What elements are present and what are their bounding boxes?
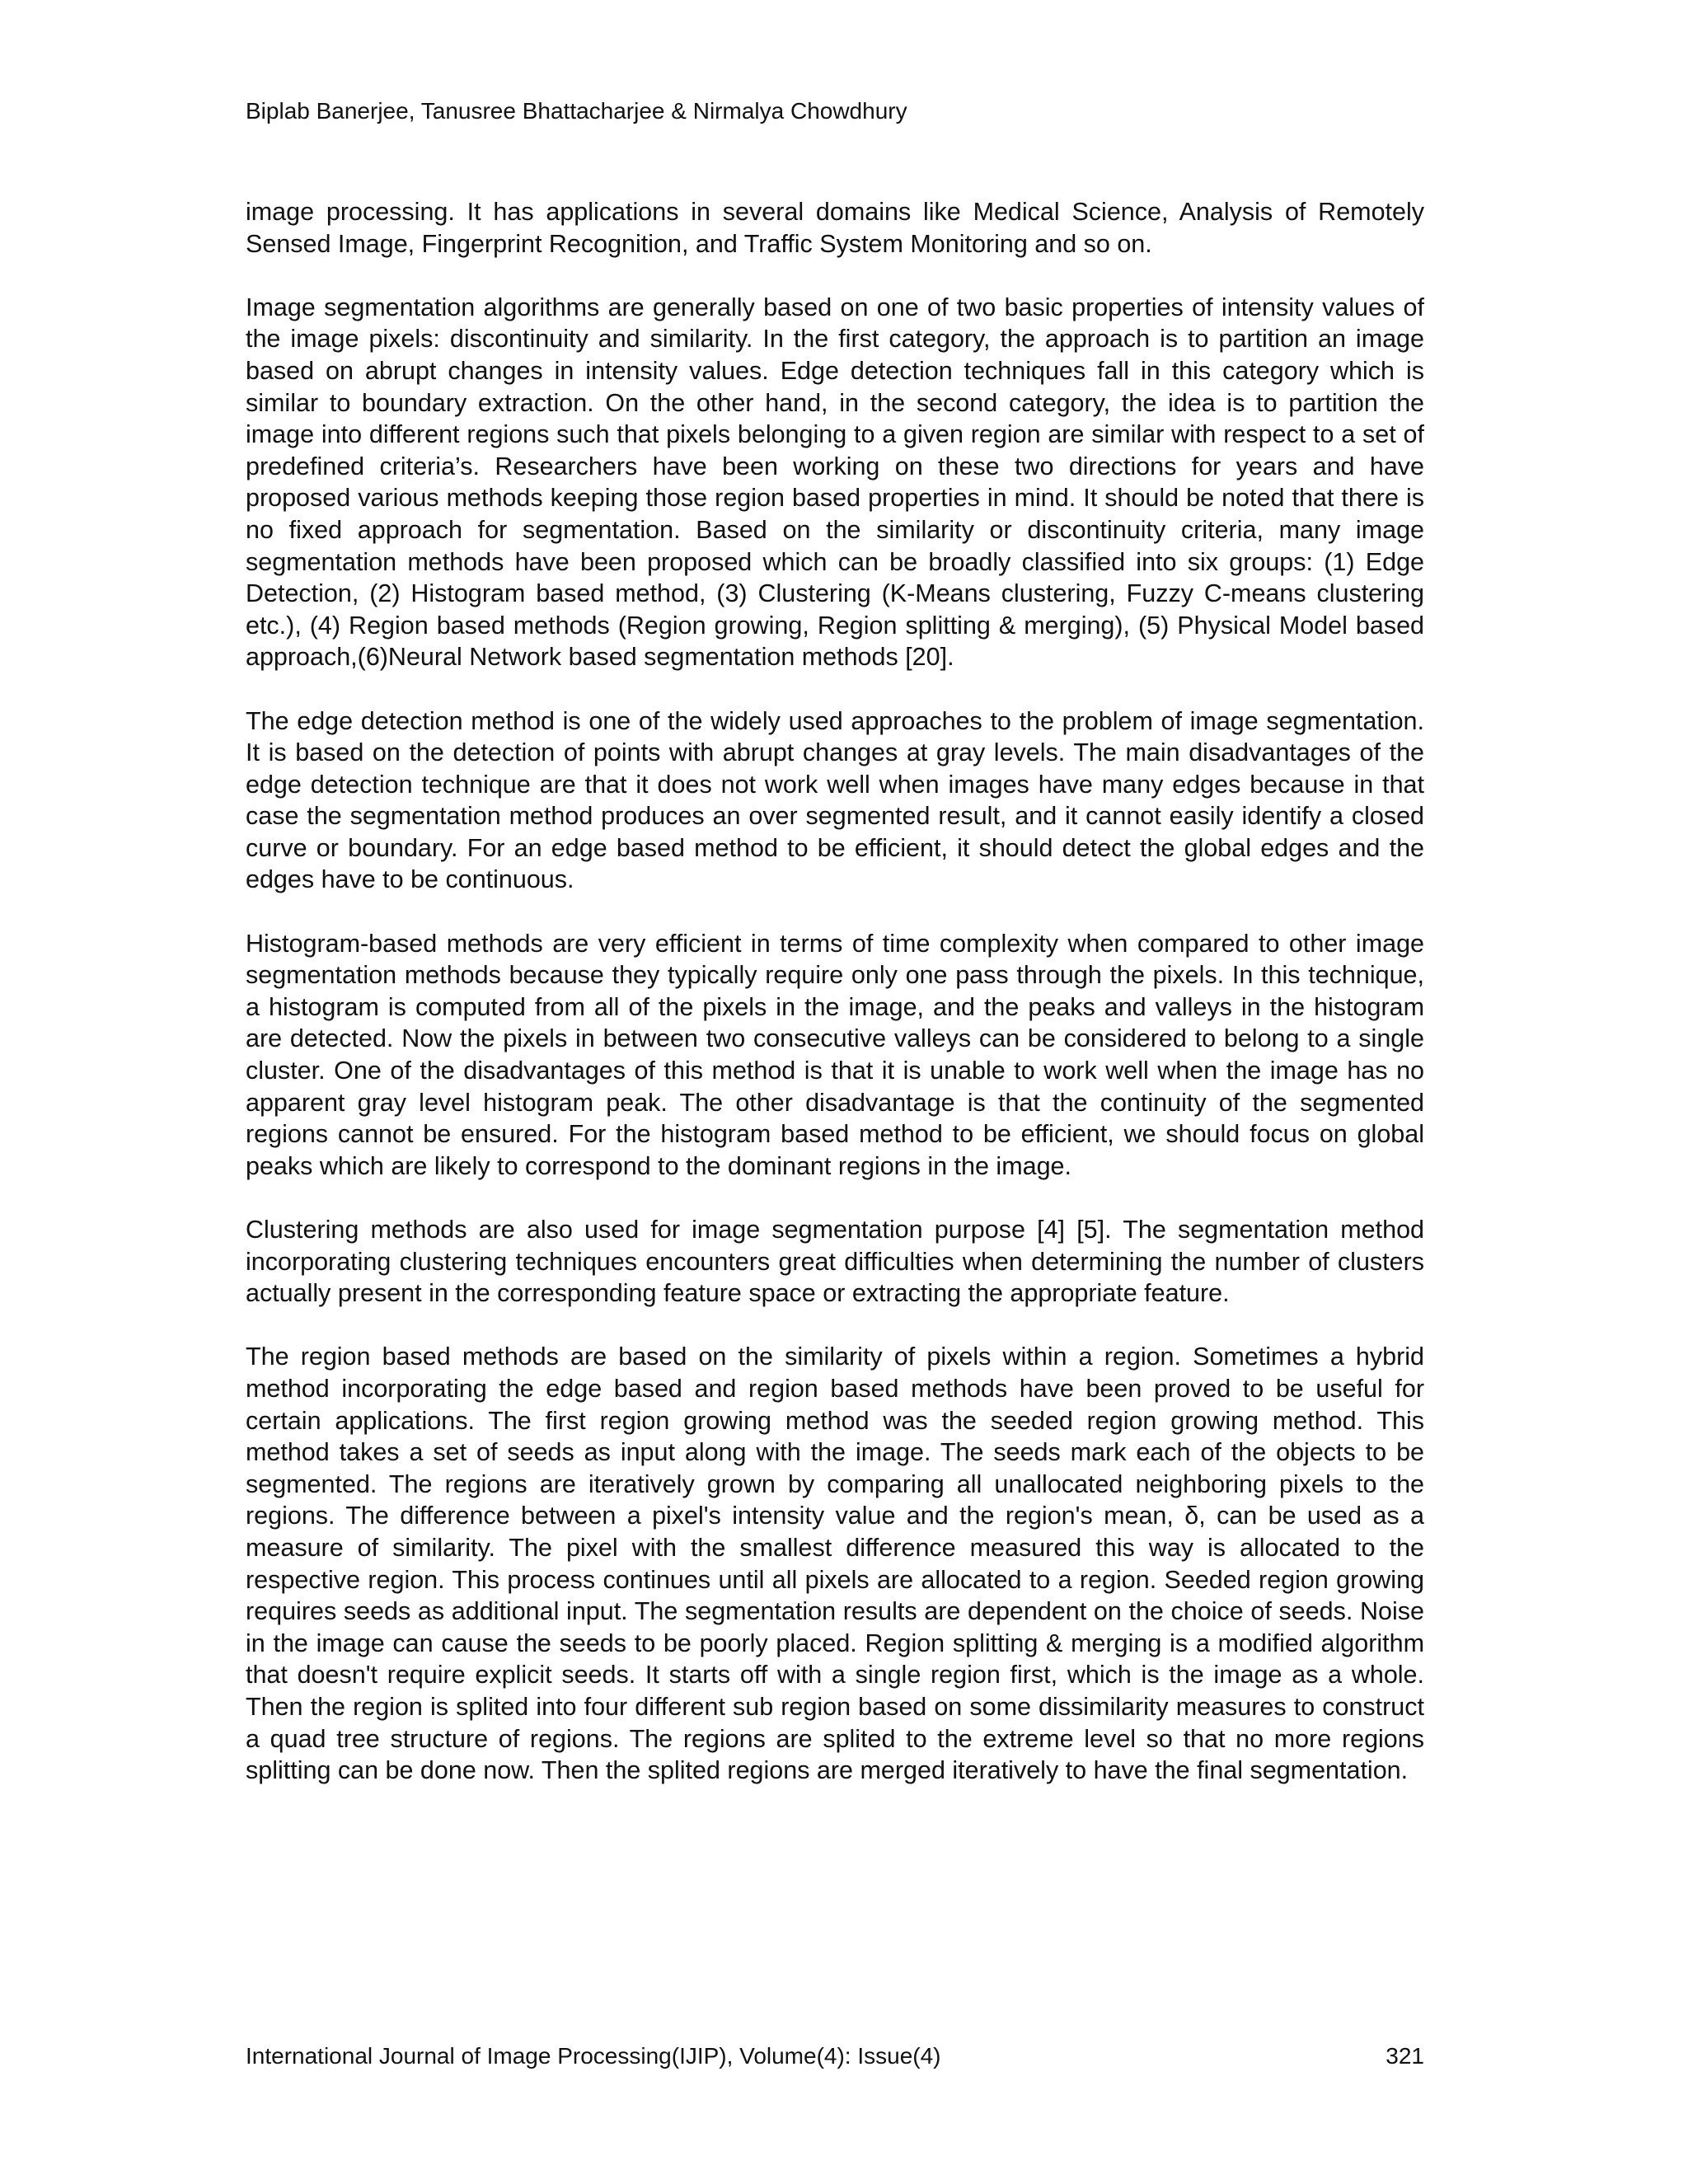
footer-page-number: 321 [1386, 2043, 1424, 2069]
running-header: Biplab Banerjee, Tanusree Bhattacharjee & Nirmalya Chowdhury [246, 98, 907, 124]
paragraph-clustering-methods: Clustering methods are also used for image segmentation purpose [4] [5]. The segmentation method incorporating clustering techniques encounters great difficulties when determining the number of clusters actually present in the corresponding feature space or extracting the appropriate feature. [246, 1216, 1424, 1308]
footer-journal-name: International Journal of Image Processing(IJIP), Volume(4): Issue(4) [246, 2043, 941, 2069]
paragraph-edge-detection: The edge detection method is one of the widely used approaches to the problem of image segmentation. It is based on the detection of points with abrupt changes at gray levels. The main disadvantages of the edge detection technique are that it does not work well when images have many edges because in that case the segmentation method produces an over segmented result, and it cannot easily identify a closed curve or boundary. For an edge based method to be efficient, it should detect the global edges and the edges have to be continuous. [246, 706, 1424, 894]
body-text [246, 196, 1424, 1818]
paragraph-histogram-methods: Histogram-based methods are very efficient in terms of time complexity when compared to other image segmentation methods because they typically require only one pass through the pixels. In this technique, a histogram is computed from all of the pixels in the image, and the peaks and valleys in the histogram are detected. Now the pixels in between two consecutive valleys can be considered to belong to a single cluster. One of the disadvantages of this method is that it is unable to work well when the image has no apparent gray level histogram peak. The other disadvantage is that the continuity of the segmented regions cannot be ensured. For the histogram based method to be efficient, we should focus on global peaks which are likely to correspond to the dominant regions in the image. [246, 929, 1424, 1180]
paragraph-region-based-methods: The region based methods are based on the similarity of pixels within a region. Sometimes a hybrid method incorporating the edge based and region based methods have been proved to be useful for certain applications. The first region growing method was the seeded region growing method. This method takes a set of seeds as input along with the image. The seeds mark each of the objects to be segmented. The regions are iteratively grown by comparing all unallocated neighboring pixels to the regions. The difference between a pixel's intensity value and the region's mean, δ, can be used as a measure of similarity. The pixel with the smallest difference measured this way is allocated to the respective region. This process continues until all pixels are allocated to a region. Seeded region growing requires seeds as additional input. The segmentation results are dependent on the choice of seeds. Noise in the image can cause the seeds to be poorly placed. Region splitting & merging is a modified algorithm that doesn't require explicit seeds. It starts off with a single region first, which is the image as a whole. Then the region is splited into four different sub region based on some dissimilarity measures to construct a quad tree structure of regions. The regions are splited to the extreme level so that no more regions splitting can be done now. Then the splited regions are merged iteratively to have the final segmentation. [246, 1343, 1424, 1785]
paragraph-intro-continuation: image processing. It has applications in several domains like Medical Science, Analysis of Remotely Sensed Image, Fingerprint Recognition, and Traffic System Monitoring and so on. [246, 198, 1424, 258]
paragraph-segmentation-overview: Image segmentation algorithms are generally based on one of two basic properties of intensity values of the image pixels: discontinuity and similarity. In the first category, the approach is to partition an image based on abrupt changes in intensity values. Edge detection techniques fall in this category which is similar to boundary extraction. On the other hand, in the second category, the idea is to partition the image into different regions such that pixels belonging to a given region are similar with respect to a set of predefined criteria’s. Researchers have been working on these two directions for years and have proposed various methods keeping those region based properties in mind. It should be noted that there is no fixed approach for segmentation. Based on the similarity or discontinuity criteria, many image segmentation methods have been proposed which can be broadly classified into six groups: (1) Edge Detection, (2) Histogram based method, (3) Clustering (K-Means clustering, Fuzzy C-means clustering etc.), (4) Region based methods (Region growing, Region splitting & merging), (5) Physical Model based approach,(6)Neural Network based segmentation methods [20]. [246, 293, 1424, 672]
